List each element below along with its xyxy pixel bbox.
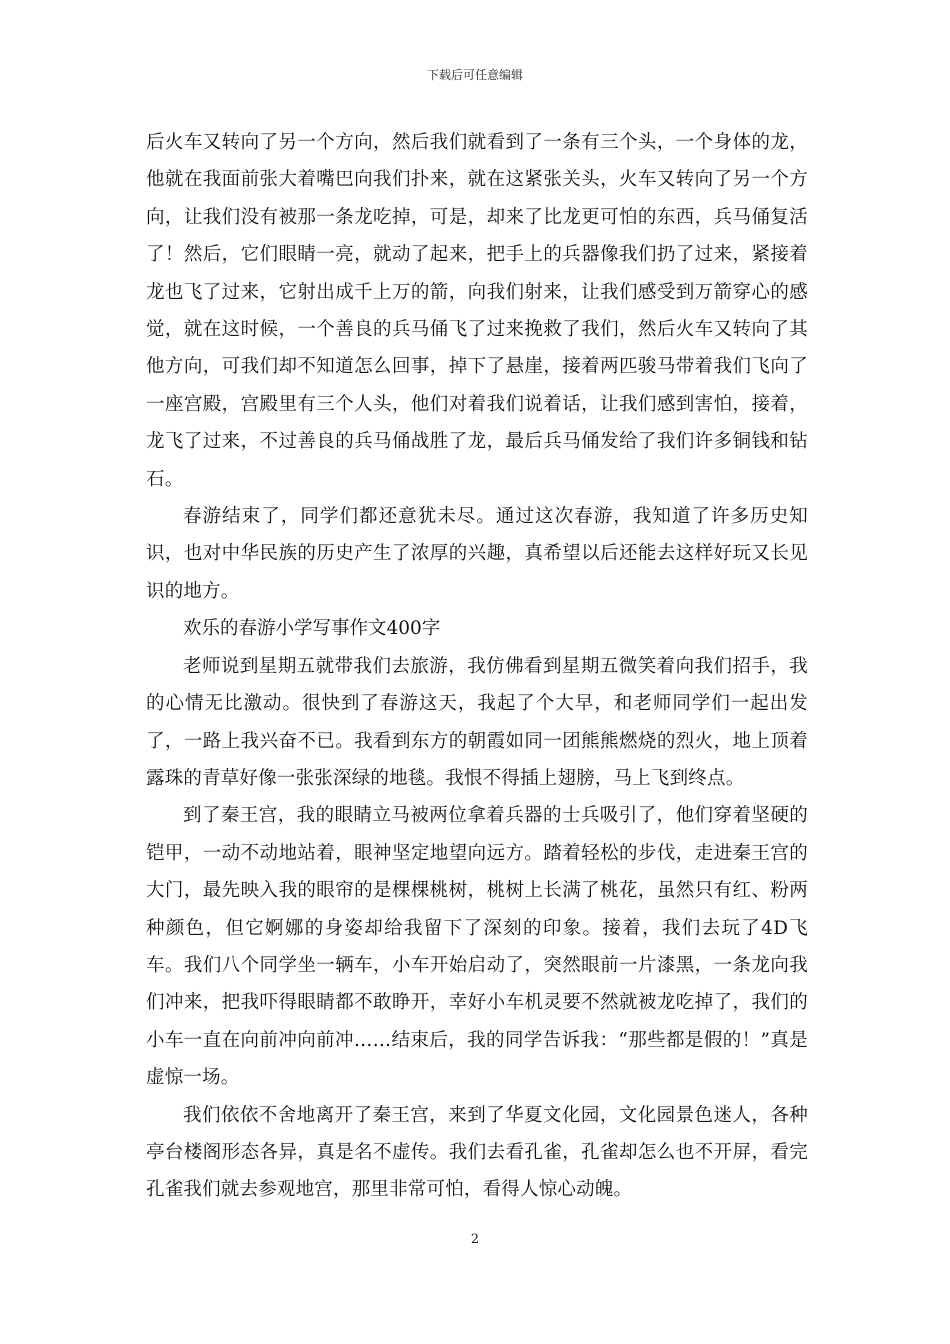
page-number: 2 [470, 1232, 480, 1247]
paragraph-culture-park: 我们依依不舍地离开了秦王宫，来到了华夏文化园，文化园景色迷人，各种亭台楼阁形态各异，真是名不虚传。我们去看孔雀，孔雀却怎么也不开屏，看完孔雀我们就去参观地宫，那里非常可怕，看得人惊心动魄。 [146, 1104, 808, 1201]
paragraph-intro: 老师说到星期五就带我们去旅游，我仿佛看到星期五微笑着向我们招手，我的心情无比激动。很快到了春游这天，我起了个大早，和老师同学们一起出发了，一路上我兴奋不已。我看到东方的朝霞如同一团熊熊燃烧的烈火，地上顶着露珠的青草好像一张张深绿的地毯。我恨不得插上翅膀，马上飞到终点。 [146, 655, 808, 789]
page-header: 下载后可任意编辑 [426, 68, 523, 82]
document-body [146, 124, 808, 1209]
essay-title: 欢乐的春游小学写事作文400字 [183, 618, 441, 640]
paragraph-qin-palace: 到了秦王宫，我的眼睛立马被两位拿着兵器的士兵吸引了，他们穿着坚硬的铠甲，一动不动地站着，眼神坚定地望向远方。踏着轻松的步伐，走进秦王宫的大门，最先映入我的眼帘的是棵棵桃树，桃树上长满了桃花，虽然只有红、粉两种颜色，但它婀娜的身姿却给我留下了深刻的印象。接着，我们去玩了4D飞车。我们八个同学坐一辆车，小车开始启动了，突然眼前一片漆黑，一条龙向我们冲来，把我吓得眼睛都不敢睁开，幸好小车机灵要不然就被龙吃掉了，我们的小车一直在向前冲向前冲……结束后，我的同学告诉我：“那些都是假的！”真是虚惊一场。 [146, 805, 808, 1089]
paragraph-conclusion: 春游结束了，同学们都还意犹未尽。通过这次春游，我知道了许多历史知识，也对中华民族的历史产生了浓厚的兴趣，真希望以后还能去这样好玩又长见识的地方。 [146, 506, 808, 602]
paragraph-continuation: 后火车又转向了另一个方向，然后我们就看到了一条有三个头，一个身体的龙，他就在我面前张大着嘴巴向我们扑来，就在这紧张关头，火车又转向了另一个方向，让我们没有被那一条龙吃掉，可是，却来了比龙更可怕的东西，兵马俑复活了！然后，它们眼睛一亮，就动了起来，把手上的兵器像我们扔了过来，紧接着龙也飞了过来，它射出成千上万的箭，向我们射来，让我们感受到万箭穿心的感觉，就在这时候，一个善良的兵马俑飞了过来挽救了我们，然后火车又转向了其他方向，可我们却不知道怎么回事，掉下了悬崖，接着两匹骏马带着我们飞向了一座宫殿，宫殿里有三个人头，他们对着我们说着话，让我们感到害怕，接着，龙飞了过来，不过善良的兵马俑战胜了龙，最后兵马俑发给了我们许多铜钱和钻石。 [146, 132, 808, 490]
